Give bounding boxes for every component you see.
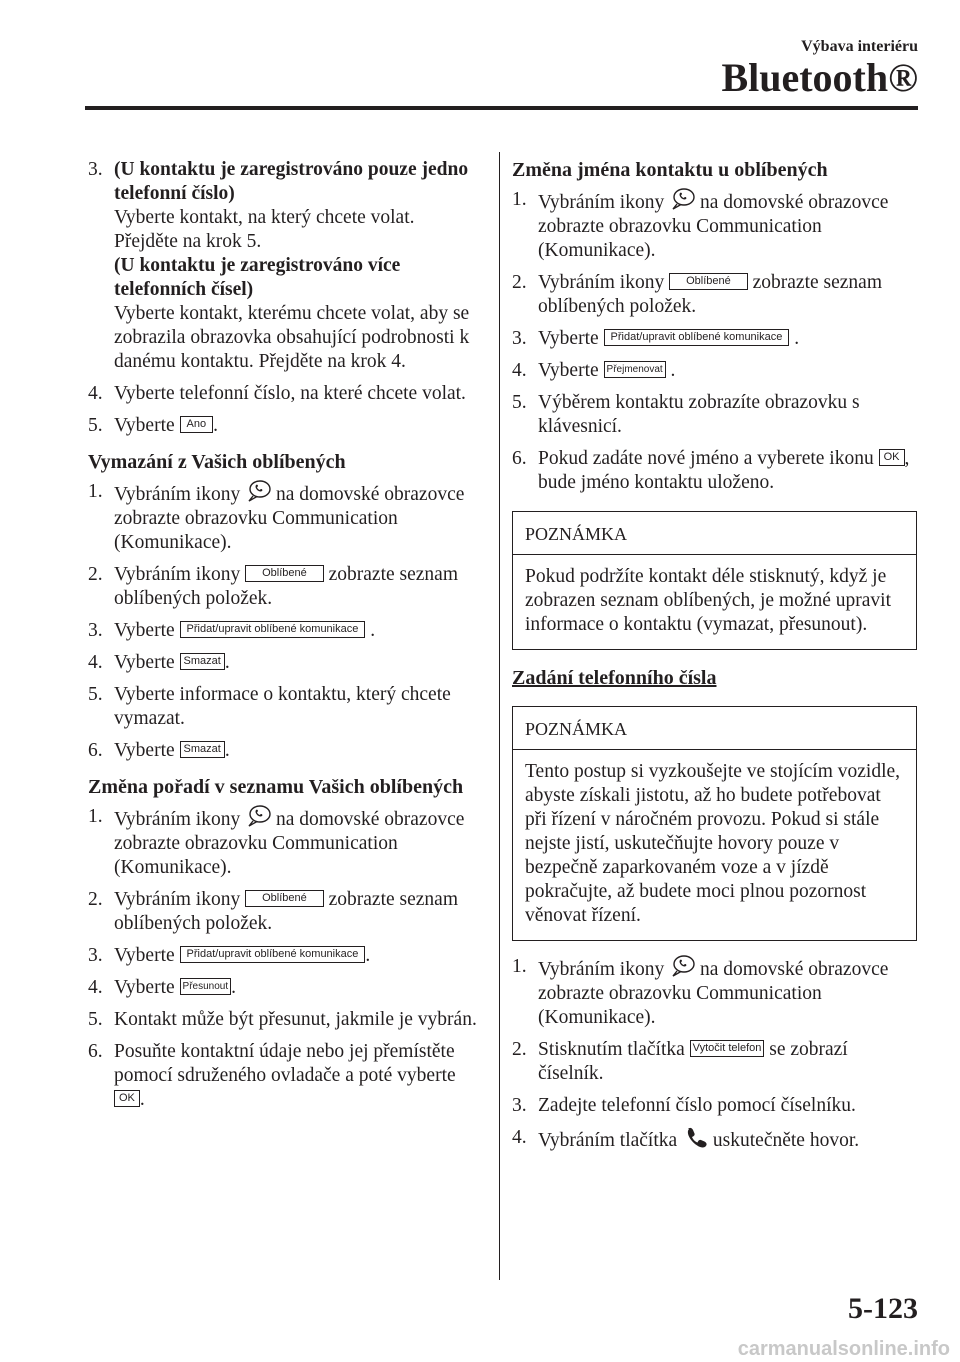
step-4: 4. Vyberte telefonní číslo, na které chcete volat. (88, 383, 466, 404)
dial-step-4: 4. Vybráním tlačítka uskutečněte hovor. (512, 1127, 860, 1151)
note-body: Pokud podržíte kontakt déle stisknutý, když je zobrazen seznam oblíbených, je možné upravit informace o kontaktu (vymazat, přesunout). (525, 566, 892, 635)
favorites-button[interactable]: Oblíbené (245, 890, 324, 907)
communication-icon[interactable] (669, 955, 695, 977)
right-column (512, 158, 917, 1153)
delete-step-4: 4. Vyberte Smazat . (88, 652, 230, 673)
rename-step-6: 6. Pokud zadáte nové jméno a vyberete ikonu OK , bude jméno kontaktu uloženo. (512, 448, 910, 493)
rename-step-3: 3. Vyberte Přidat/upravit oblíbené komunikace . (512, 328, 800, 349)
reorder-favorites-heading: Změna pořadí v seznamu Vašich oblíbených (88, 776, 464, 798)
step-5: 5. Vyberte Ano . (88, 415, 218, 436)
rename-contact-heading: Změna jména kontaktu u oblíbených (512, 159, 828, 181)
rename-step-2: 2. Vybráním ikony Oblíbené zobrazte seznam oblíbených položek. (512, 272, 882, 317)
move-button[interactable]: Přesunout (180, 978, 232, 995)
ok-button[interactable]: OK (114, 1090, 140, 1107)
delete-step-2: 2. Vybráním ikony Oblíbené zobrazte seznam oblíbených položek. (88, 564, 458, 609)
add-edit-favorites-button[interactable]: Přidat/upravit oblíbené komunikace (180, 946, 366, 963)
reorder-step-4: 4. Vyberte Přesunout . (88, 977, 236, 998)
rename-button[interactable]: Přejmenovat (604, 361, 666, 378)
section-title: Výbava interiéru (801, 38, 918, 55)
reorder-step-1: 1. Vybráním ikony na domovské obrazovce zobrazte obrazovku Communication (Komunikace). (88, 806, 465, 878)
dial-step-1: 1. Vybráním ikony na domovské obrazovce zobrazte obrazovku Communication (Komunikace). (512, 956, 889, 1028)
dial-step-2: 2. Stisknutím tlačítka Vytočit telefon se zobrazí číselník. (512, 1039, 848, 1084)
reorder-step-3: 3. Vyberte Přidat/upravit oblíbené komunikace . (88, 945, 371, 966)
watermark: carmanualsonline.info (737, 1338, 950, 1360)
note-title: POZNÁMKA (513, 707, 916, 750)
column-divider (499, 152, 500, 1280)
communication-icon[interactable] (669, 188, 695, 210)
dial-phone-button[interactable]: Vytočit telefon (690, 1040, 765, 1057)
reorder-step-2: 2. Vybráním ikony Oblíbené zobrazte seznam oblíbených položek. (88, 889, 458, 934)
ok-button[interactable]: OK (879, 449, 905, 466)
reorder-step-5: 5. Kontakt může být přesunut, jakmile je vybrán. (88, 1009, 477, 1030)
step-number: 3. (88, 159, 103, 180)
favorites-button[interactable]: Oblíbené (669, 273, 748, 290)
delete-step-3: 3. Vyberte Přidat/upravit oblíbené komunikace . (88, 620, 376, 641)
add-edit-favorites-button[interactable]: Přidat/upravit oblíbené komunikace (604, 329, 790, 346)
enter-phone-number-heading: Zadání telefonního čísla (512, 667, 717, 689)
note-box (512, 706, 917, 941)
communication-icon[interactable] (245, 480, 271, 502)
delete-button[interactable]: Smazat (180, 741, 225, 758)
delete-button[interactable]: Smazat (180, 653, 225, 670)
note-body: Tento postup si vyzkoušejte ve stojícím vozidle, abyste získali jistotu, až ho budete potřebovat při řízení v náročném provozu. Pokud si stále nejste jistí, uskutečňujte hovory pouze v bezpečně zaparkovaném voze a v jízdě pokračujte, až budete moci plnou pozornost věnovat řízení. (525, 761, 901, 926)
left-column (88, 158, 480, 1112)
add-edit-favorites-button[interactable]: Přidat/upravit oblíbené komunikace (180, 621, 366, 638)
instruction-text: Vyberte kontakt, na který chcete volat. Přejděte na krok 5. (114, 207, 415, 252)
delete-step-1: 1. Vybráním ikony na domovské obrazovce zobrazte obrazovku Communication (Komunikace). (88, 481, 465, 553)
condition-multiple-numbers: (U kontaktu je zaregistrováno více telefonních čísel) (114, 255, 401, 300)
condition-single-number: (U kontaktu je zaregistrováno pouze jedno telefonní číslo) (114, 159, 469, 204)
instruction-text: Vyberte kontakt, kterému chcete volat, aby se zobrazila obrazovka obsahující podrobnosti k danému kontaktu. Přejděte na krok 4. (114, 303, 470, 372)
delete-step-5: 5. Vyberte informace o kontaktu, který chcete vymazat. (88, 684, 451, 729)
communication-icon[interactable] (245, 805, 271, 827)
chapter-title: Bluetooth® (721, 55, 918, 100)
delete-step-6: 6. Vyberte Smazat . (88, 740, 230, 761)
yes-button[interactable]: Ano (180, 416, 214, 433)
step-3 (88, 158, 480, 374)
rename-step-4: 4. Vyberte Přejmenovat . (512, 360, 676, 381)
reorder-step-6: 6. Posuňte kontaktní údaje nebo jej přemístěte pomocí sdruženého ovladače a poté vyberte OK . (88, 1041, 456, 1110)
call-handset-icon[interactable] (682, 1126, 708, 1150)
note-box (512, 511, 917, 650)
rename-step-5: 5. Výběrem kontaktu zobrazíte obrazovku s klávesnicí. (512, 392, 860, 437)
favorites-button[interactable]: Oblíbené (245, 565, 324, 582)
dial-step-3: 3. Zadejte telefonní číslo pomocí číselníku. (512, 1095, 856, 1116)
rename-step-1: 1. Vybráním ikony na domovské obrazovce zobrazte obrazovku Communication (Komunikace). (512, 189, 889, 261)
header-rule (85, 106, 918, 110)
note-title: POZNÁMKA (513, 512, 916, 555)
delete-favorites-heading: Vymazání z Vašich oblíbených (88, 451, 346, 473)
page-number: 5-123 (848, 1292, 918, 1325)
